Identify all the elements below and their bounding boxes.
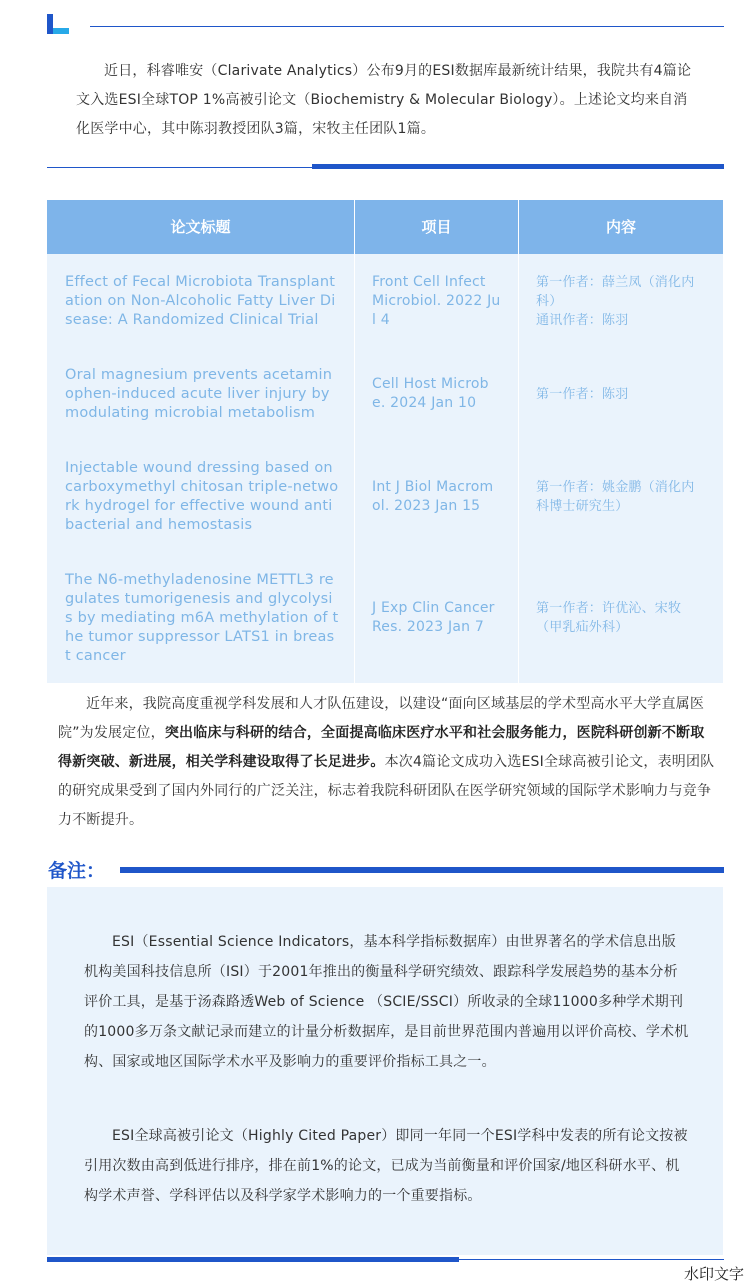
row-1-first-author: 第一作者：薛兰凤（消化内科） <box>536 275 695 309</box>
intro-paragraph: 近日，科睿唯安（Clarivate Analytics）公布9月的ESI数据库最新统计结果，我院共有4篇论文入选ESI全球TOP 1%高被引论文（Biochemistry & Molecular Biology）。上述论文均来自消化医学中心，其中陈羽教授团队3篇，宋牧主任团队1篇。 <box>76 63 692 137</box>
header-content: 内容 <box>605 218 636 236</box>
row-3-first-author: 第一作者：姚金鹏（消化内科博士研究生） <box>536 480 695 514</box>
row-3-content <box>536 478 706 516</box>
corner-decoration <box>47 14 69 36</box>
note-label: 备注： <box>48 860 106 882</box>
row-3-journal: Int J Biol Macromol. 2023 Jan 15 <box>372 479 494 514</box>
row-1-title: Effect of Fecal Microbiota Transplantation on Non-Alcoholic Fatty Liver Disease: A Randomized Clinical Trial <box>65 274 336 328</box>
header-title: 论文标题 <box>170 218 231 236</box>
row-2-first-author: 第一作者：陈羽 <box>536 387 629 402</box>
row-2-title: Oral magnesium prevents acetaminophen-induced acute liver injury by modulating microbial metabolism <box>65 367 333 421</box>
column-separator <box>518 200 519 683</box>
top-divider-line <box>90 26 724 27</box>
development-text-2: 本次4篇论文成功入选ESI全球高被引论文，表明团队的研究成果受到了国内外同行的广泛关注，标志着我院科研团队在医学研究领域的国际学术影响力与竞争力不断提升。 <box>58 754 715 828</box>
row-4-journal: J Exp Clin Cancer Res. 2023 Jan 7 <box>372 600 495 635</box>
row-2-content <box>536 385 706 404</box>
development-paragraph <box>58 690 718 835</box>
note-heading-bar <box>120 867 724 873</box>
watermark-text: 水印文字 <box>683 1265 744 1283</box>
row-2-journal: Cell Host Microbe. 2024 Jan 10 <box>372 376 489 411</box>
note-paragraph-esi: ESI（Essential Science Indicators，基本科学指标数据库）由世界著名的学术信息出版机构美国科技信息所（ISI）于2001年推出的衡量科学研究绩效、跟踪科学发展趋势的基本分析评价工具，是基于汤森路透Web of Science （SCIE/SSCI）所收录的全球11000多种学术期刊的1000多万条文献记录而建立的计量分析数据库，是目前世界范围内普遍用以评价高校、学术机构、国家或地区国际学术水平及影响力的重要评价指标工具之一。 <box>84 934 689 1070</box>
bottom-divider-thick <box>47 1257 459 1262</box>
note-paragraph-hcp: ESI全球高被引论文（Highly Cited Paper）即同一年同一个ESI学科中发表的所有论文按被引用次数由高到低进行排序，排在前1%的论文，已成为当前衡量和评价国家/地区科研水平、机构学术声誉、学科评估以及科学家学术影响力的一个重要指标。 <box>84 1128 688 1204</box>
row-1-journal: Front Cell Infect Microbiol. 2022 Jul 4 <box>372 274 501 328</box>
header-project: 项目 <box>421 218 452 236</box>
row-4-content <box>536 599 706 637</box>
row-1-content <box>536 273 706 330</box>
table-header <box>47 200 723 254</box>
papers-table <box>47 200 723 683</box>
row-4-first-author: 第一作者：许优沁、宋牧（甲乳疝外科） <box>536 601 682 635</box>
section-divider-thick <box>312 164 724 169</box>
row-3-title: Injectable wound dressing based on carboxymethyl chitosan triple-network hydrogel for effective wound antibacterial and hemostasis <box>65 460 339 533</box>
row-4-title: The N6-methyladenosine METTL3 regulates tumorigenesis and glycolysis by mediating m6A methylation of the tumor suppressor LATS1 in breast cancer <box>65 572 339 664</box>
column-separator <box>354 200 355 683</box>
development-text-1: 近年来，我院高度重视学科发展和人才队伍建设，以建设“面向区域基层的学术型高水平大学直属医院”为发展定位， <box>58 696 705 741</box>
development-text-bold: 突出临床与科研的结合，全面提高临床医疗水平和社会服务能力，医院科研创新不断取得新突破、新进展，相关学科建设取得了长足进步。 <box>58 725 705 770</box>
row-1-corresponding-author: 通讯作者：陈羽 <box>536 313 629 328</box>
